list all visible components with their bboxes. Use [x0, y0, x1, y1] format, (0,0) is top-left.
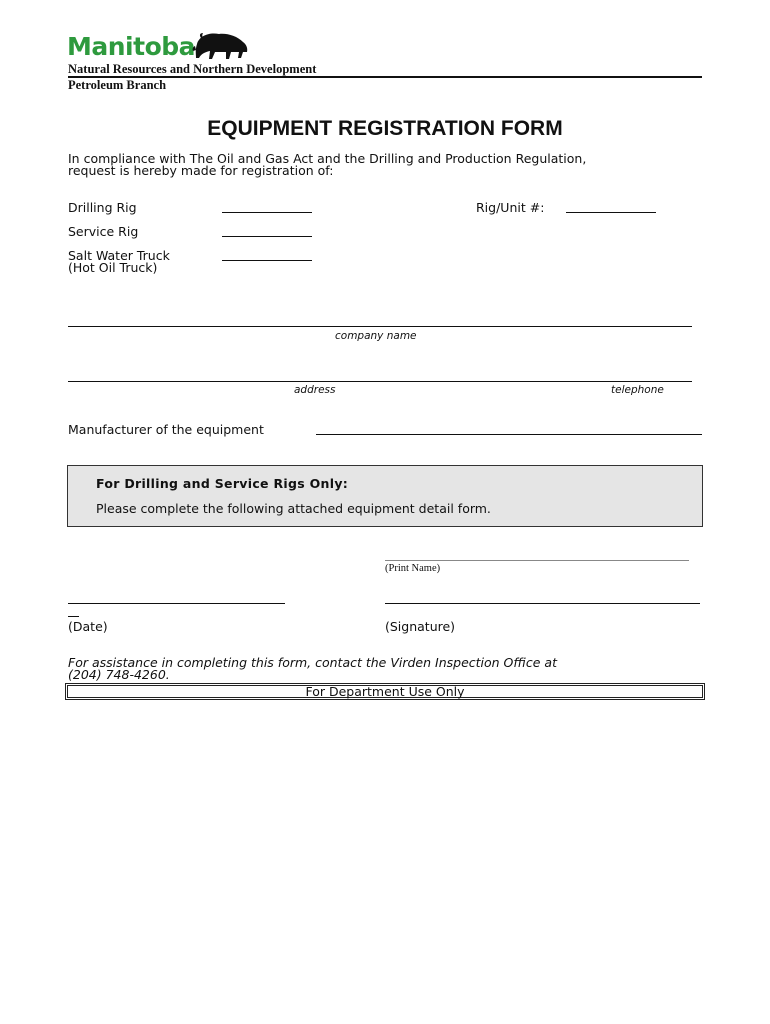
salt-water-truck-label: Salt Water Truck: [68, 248, 170, 263]
address-telephone-field[interactable]: [68, 381, 692, 382]
service-rig-label: Service Rig: [68, 224, 139, 239]
manufacturer-field[interactable]: [316, 434, 702, 435]
hot-oil-truck-label: (Hot Oil Truck): [68, 260, 158, 275]
assist-line-1: For assistance in completing this form, contact the Virden Inspection Office at: [68, 655, 557, 670]
drilling-rig-field[interactable]: [222, 212, 312, 213]
department-name: Natural Resources and Northern Development: [68, 62, 317, 76]
telephone-caption: telephone: [611, 384, 664, 396]
date-field-overflow: [68, 616, 79, 617]
rigs-only-box: [67, 465, 703, 527]
date-field[interactable]: [68, 603, 285, 604]
company-name-field[interactable]: [68, 326, 692, 327]
date-caption: (Date): [68, 619, 108, 634]
manufacturer-label: Manufacturer of the equipment: [68, 422, 264, 437]
print-name-field[interactable]: [385, 560, 689, 561]
service-rig-field[interactable]: [222, 236, 312, 237]
address-caption: address: [294, 384, 336, 396]
drilling-rig-label: Drilling Rig: [68, 200, 137, 215]
assist-line-2: (204) 748-4260.: [68, 667, 170, 682]
logo-text: Manitoba: [67, 32, 196, 61]
branch-name: Petroleum Branch: [68, 78, 167, 92]
signature-field[interactable]: [385, 603, 700, 604]
intro-text: [68, 153, 718, 177]
department-use-box: [65, 683, 705, 700]
signature-caption: (Signature): [385, 619, 456, 634]
print-name-caption: (Print Name): [385, 563, 441, 574]
box-heading: For Drilling and Service Rigs Only:: [96, 476, 349, 491]
intro-line-1: In compliance with The Oil and Gas Act and the Drilling and Production Regulation,: [68, 151, 587, 166]
salt-water-truck-field[interactable]: [222, 260, 312, 261]
rig-unit-label: Rig/Unit #:: [476, 200, 545, 215]
bison-icon: [191, 30, 251, 62]
assistance-text: [68, 657, 708, 681]
box-text: Please complete the following attached equipment detail form.: [96, 501, 491, 516]
rig-unit-field[interactable]: [566, 212, 656, 213]
company-name-caption: company name: [335, 330, 417, 342]
intro-line-2: request is hereby made for registration of:: [68, 163, 334, 178]
department-use-label: For Department Use Only: [305, 684, 465, 699]
manitoba-logo: [67, 30, 257, 64]
form-title: EQUIPMENT REGISTRATION FORM: [207, 117, 563, 140]
